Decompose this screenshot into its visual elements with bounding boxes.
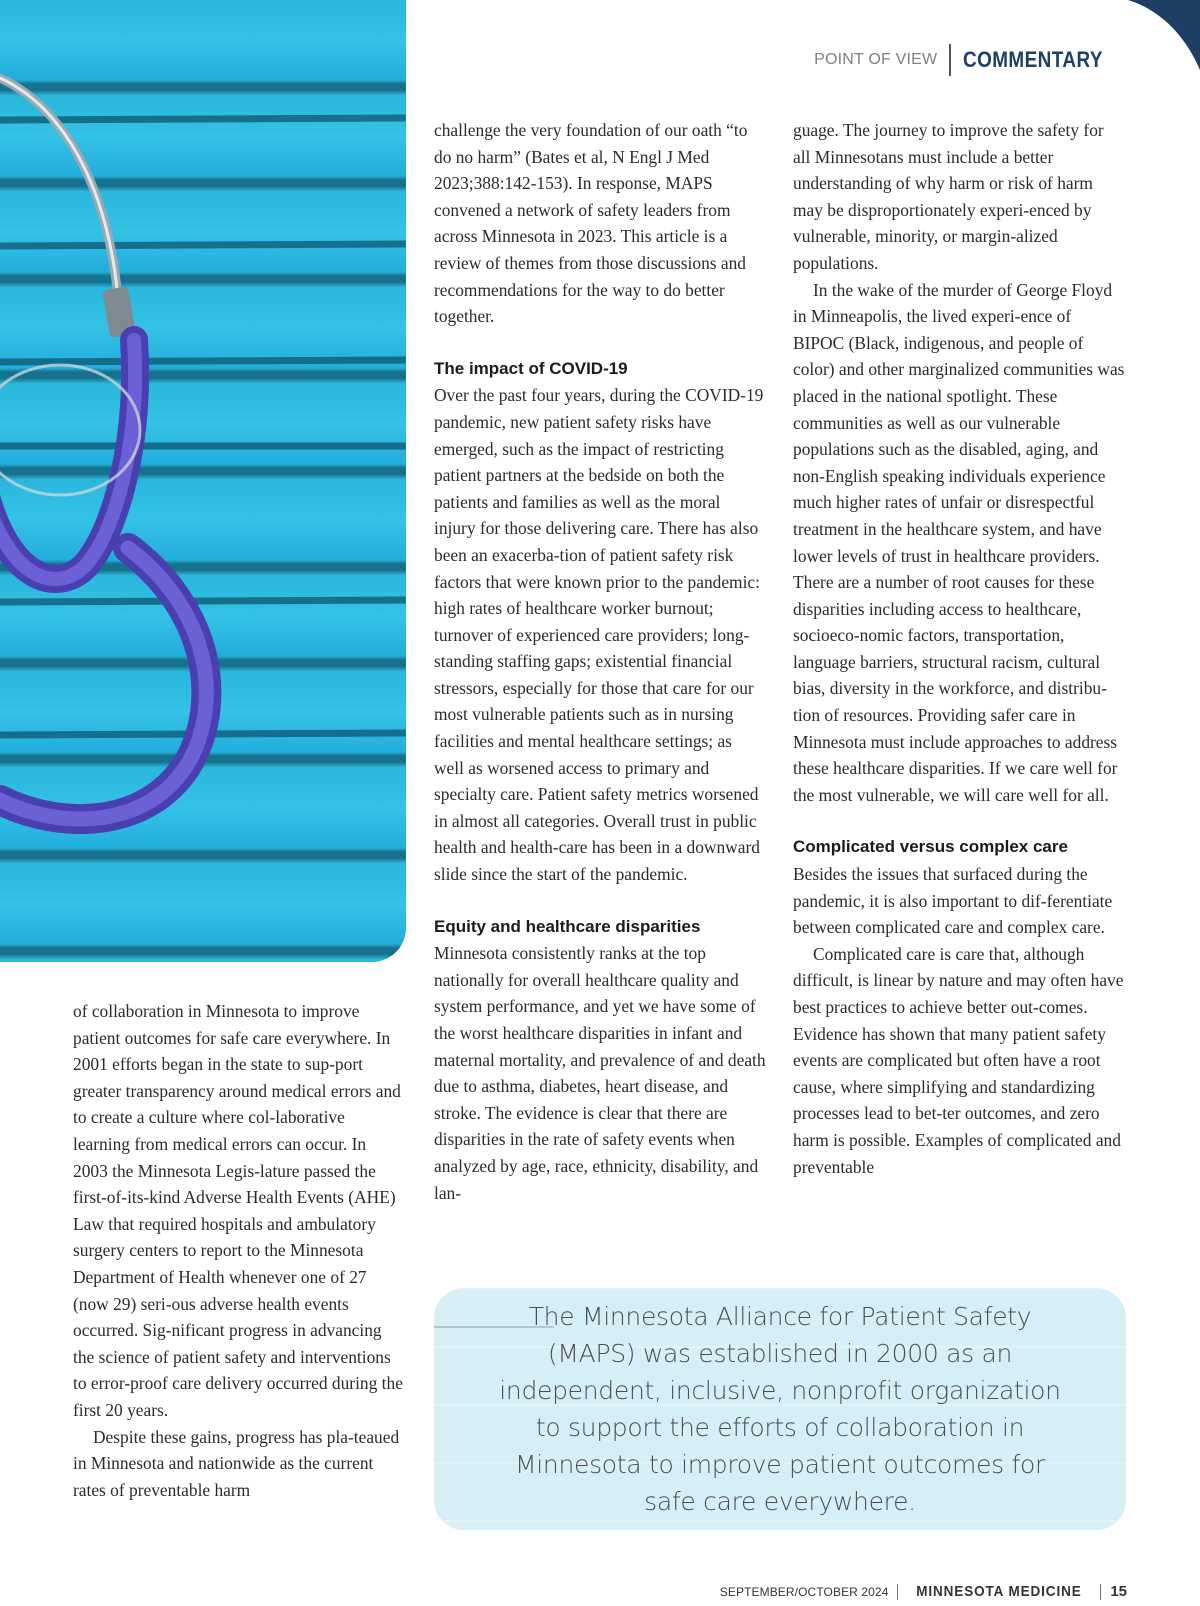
- pull-quote: [434, 1288, 1126, 1530]
- paragraph: Despite these gains, progress has pla-teaued in Minnesota and nationwide as the current rates of preventable harm: [73, 1426, 400, 1500]
- page-footer: [720, 1583, 1127, 1600]
- article-column-2: [434, 117, 766, 1206]
- paragraph: Over the past four years, during the COVID-19 pandemic, new patient safety risks have emerged, such as the impact of restricting patient partners at the bedside on both the patients and families as well as the moral injury for those delivering care. There has also been an exacerba-tion of patient safety risk factors that were known prior to the pandemic: high rates of healthcare worker burnout; turnover of experienced care providers; long-standing staffing gaps; existential financial stressors, especially for those that care for our most vulnerable patients such as in nursing facilities and mental healthcare settings; as well as worsened access to primary and specialty care. Patient safety metrics worsened in almost all categories. Overall trust in public health and health-care has been in a downward slide since the start of the pandemic.: [434, 385, 764, 885]
- issue-date: SEPTEMBER/OCTOBER 2024: [719, 1584, 889, 1599]
- pull-quote-decoration: [434, 1326, 554, 1328]
- header-divider: [949, 44, 951, 76]
- footer-divider: [1100, 1584, 1101, 1600]
- paragraph: In the wake of the murder of George Floyd in Minneapolis, the lived experi-ence of BIPOC (Black, indigenous, and people of color) and other marginalized communities was placed in the national spotlight. These communities as well as our vulnerable populations such as the disabled, aging, and non-English speaking individuals experience much higher rates of unfair or disrespectful treatment in the healthcare system, and have lower levels of trust in healthcare providers. There are a number of root causes for these disparities including access to healthcare, socioeco-nomic factors, transportation, language barriers, structural racism, cultural bias, diversity in the workforce, and distribu-tion of resources. Providing safer care in Minnesota must include approaches to address these healthcare disparities. If we care well for the most vulnerable, we will care well for all.: [793, 279, 1125, 805]
- pull-quote-text: The Minnesota Alliance for Patient Safety (MAPS) was established in 2000 as an independent, inclusive, nonprofit organization to support the efforts of collaboration in Minnesota to improve patient outcomes for safe care everywhere.: [499, 1302, 1061, 1516]
- page-header: [814, 44, 1126, 76]
- stethoscope-photo: [0, 0, 406, 962]
- section-heading-complicated: Complicated versus complex care: [793, 837, 1068, 857]
- category-label: COMMENTARY: [963, 47, 1104, 72]
- paragraph: guage. The journey to improve the safety for all Minnesotans must include a better understanding of why harm or risk of harm may be disproportionately experi-enced by vulnerable, minority, or margin-alized populations.: [793, 120, 1104, 273]
- section-heading-covid: The impact of COVID-19: [434, 358, 628, 378]
- article-column-3: [793, 117, 1125, 1180]
- paragraph: challenge the very foundation of our oath “to do no harm” (Bates et al, N Engl J Med 2023;388:142-153). In response, MAPS convened a network of safety leaders from across Minnesota in 2023. This article is a review of themes from those discussions and recommendations for the way to do better together.: [434, 120, 748, 327]
- section-label: POINT OF VIEW: [814, 51, 938, 68]
- paragraph: Minnesota consistently ranks at the top nationally for overall healthcare quality and system performance, and yet we have some of the worst healthcare disparities in infant and maternal mortality, and prevalence of and death due to asthma, diabetes, heart disease, and stroke. The evidence is clear that there are disparities in the rate of safety events when analyzed by age, race, ethnicity, disability, and lan-: [434, 943, 766, 1203]
- paragraph: Complicated care is care that, although difficult, is linear by nature and may often have best practices to achieve better out-comes. Evidence has shown that many patient safety events are complicated but often have a root cause, where simplifying and standardizing processes lead to bet-ter outcomes, and zero harm is possible. Examples of complicated and preventable: [793, 943, 1124, 1177]
- page-number: 15: [1110, 1583, 1127, 1600]
- stethoscope-illustration: [0, 0, 406, 962]
- section-heading-equity: Equity and healthcare disparities: [434, 916, 701, 936]
- footer-divider: [897, 1584, 898, 1600]
- magazine-title: MINNESOTA MEDICINE: [916, 1583, 1083, 1600]
- paragraph: of collaboration in Minnesota to improve patient outcomes for safe care everywhere. In 2001 efforts began in the state to sup-port greater transparency around medical errors and to create a culture where col-laborative learning from medical errors can occur. In 2003 the Minnesota Legis-lature passed the first-of-its-kind Adverse Health Events (AHE) Law that required hospitals and ambulatory surgery centers to report to the Minnesota Department of Health whenever one of 27 (now 29) seri-ous adverse health events occurred. Sig-nificant progress in advancing the science of patient safety and interventions to error-proof care delivery occurred during the first 20 years.: [73, 1001, 403, 1420]
- article-column-1: [73, 998, 405, 1503]
- paragraph: Besides the issues that surfaced during the pandemic, it is also important to dif-ferentiate between complicated care and complex care.: [793, 864, 1113, 938]
